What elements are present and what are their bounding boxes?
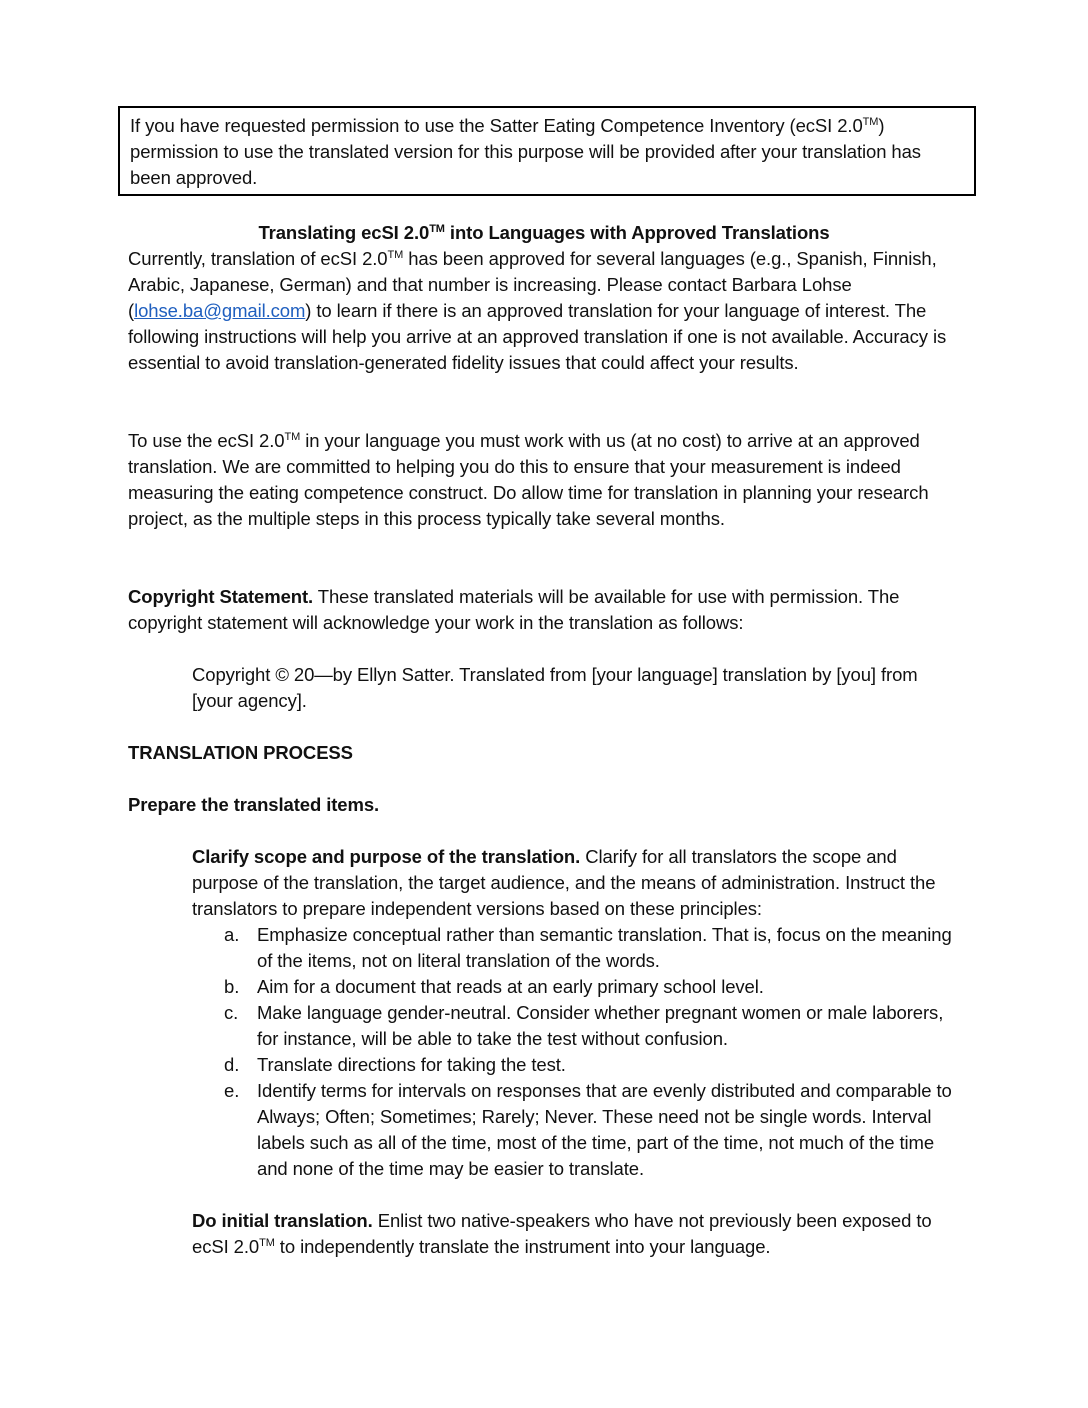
trademark-mark: TM (259, 1237, 275, 1249)
list-marker: a. (224, 924, 240, 945)
list-marker: d. (224, 1054, 240, 1075)
usage-text: To use the ecSI 2.0 (128, 430, 285, 451)
list-item-text: Translate directions for taking the test. (257, 1054, 566, 1075)
page-heading (0, 220, 1088, 246)
clarify-text: Clarify for all translators the scope and purpose of the translation, the target audience, and the means of administration. Instruct the translators to prepare independent versions based on these principles: (192, 846, 936, 919)
heading-text-end: into Languages with Approved Translations (444, 222, 830, 243)
list-item (192, 974, 952, 1000)
initial-text-end: to independently translate the instrument into your language. (274, 1236, 771, 1257)
copyright-text: These translated materials will be available for use with permission. The copyright statement will acknowledge your work in the translation as follows: (128, 586, 900, 633)
list-item-text: Emphasize conceptual rather than semantic translation. That is, focus on the meaning of the items, not on literal translation of the words. (257, 924, 952, 971)
usage-text-end: in your language you must work with us (at no cost) to arrive at an approved translation. We are committed to helping you do this to ensure that your measurement is indeed measuring the eating competence construct. Do allow time for translation in planning your research project, as the multiple steps in this process typically take several months. (128, 430, 929, 529)
list-item (192, 922, 952, 974)
list-marker: c. (224, 1002, 239, 1023)
subsection-title: Prepare the translated items. (128, 794, 380, 815)
initial-translation-paragraph (192, 1208, 952, 1260)
clarify-paragraph (192, 844, 952, 922)
section-title: TRANSLATION PROCESS (128, 742, 353, 763)
principles-list (192, 922, 952, 1182)
copyright-label: Copyright Statement. (128, 586, 314, 607)
list-item-text: Make language gender-neutral. Consider whether pregnant women or male laborers, for instance, will be able to take the test without confusion. (257, 1002, 944, 1049)
permission-notice-box (118, 106, 976, 196)
list-item (192, 1000, 952, 1052)
contact-email-link[interactable]: lohse.ba@gmail.com (134, 300, 306, 321)
trademark-mark: TM (387, 249, 404, 261)
trademark-mark: TM (429, 223, 445, 235)
intro-text-end: ) to learn if there is an approved translation for your language of interest. The following instructions will help you arrive at an approved translation if one is not available. Accuracy is essential to avoid translation-generated fidelity issues that could affect your results. (128, 300, 947, 373)
clarify-label: Clarify scope and purpose of the translation. (192, 846, 581, 867)
trademark-mark: TM (284, 431, 301, 443)
usage-paragraph (128, 428, 968, 532)
list-item-text: Identify terms for intervals on responses that are evenly distributed and comparable to Always; Often; Sometimes; Rarely; Never. These need not be single words. Interval labels such as all of the time, most of the time, part of the time, not much of the time and none of the time may be easier to translate. (257, 1080, 952, 1179)
intro-paragraph (128, 246, 968, 376)
list-item-text: Aim for a document that reads at an early primary school level. (257, 976, 764, 997)
notice-text-start: If you have requested permission to use the Satter Eating Competence Inventory (ecSI 2.0 (130, 115, 863, 136)
list-marker: b. (224, 976, 240, 997)
copyright-paragraph (128, 584, 968, 636)
list-marker: e. (224, 1080, 240, 1101)
list-item (192, 1078, 952, 1182)
notice-text-rest: permission to use the translated version for this purpose will be provided after your translation has been approved. (130, 141, 921, 188)
intro-text-mid: has been approved for several languages (e.g., Spanish, Finnish, Arabic, Japanese, German) and that number is increasing. Please contact Barbara Lohse ( (128, 248, 937, 321)
intro-text: Currently, translation of ecSI 2.0 (128, 248, 388, 269)
list-item (192, 1052, 952, 1078)
notice-paren: ) (878, 115, 885, 136)
trademark-mark: TM (862, 116, 879, 128)
heading-text: Translating ecSI 2.0 (258, 222, 430, 243)
copyright-quote: Copyright © 20—by Ellyn Satter. Translated from [your language] translation by [you] from [your agency]. (192, 664, 918, 711)
initial-label: Do initial translation. (192, 1210, 373, 1231)
initial-text: Enlist two native-speakers who have not previously been exposed to ecSI 2.0 (192, 1210, 932, 1257)
